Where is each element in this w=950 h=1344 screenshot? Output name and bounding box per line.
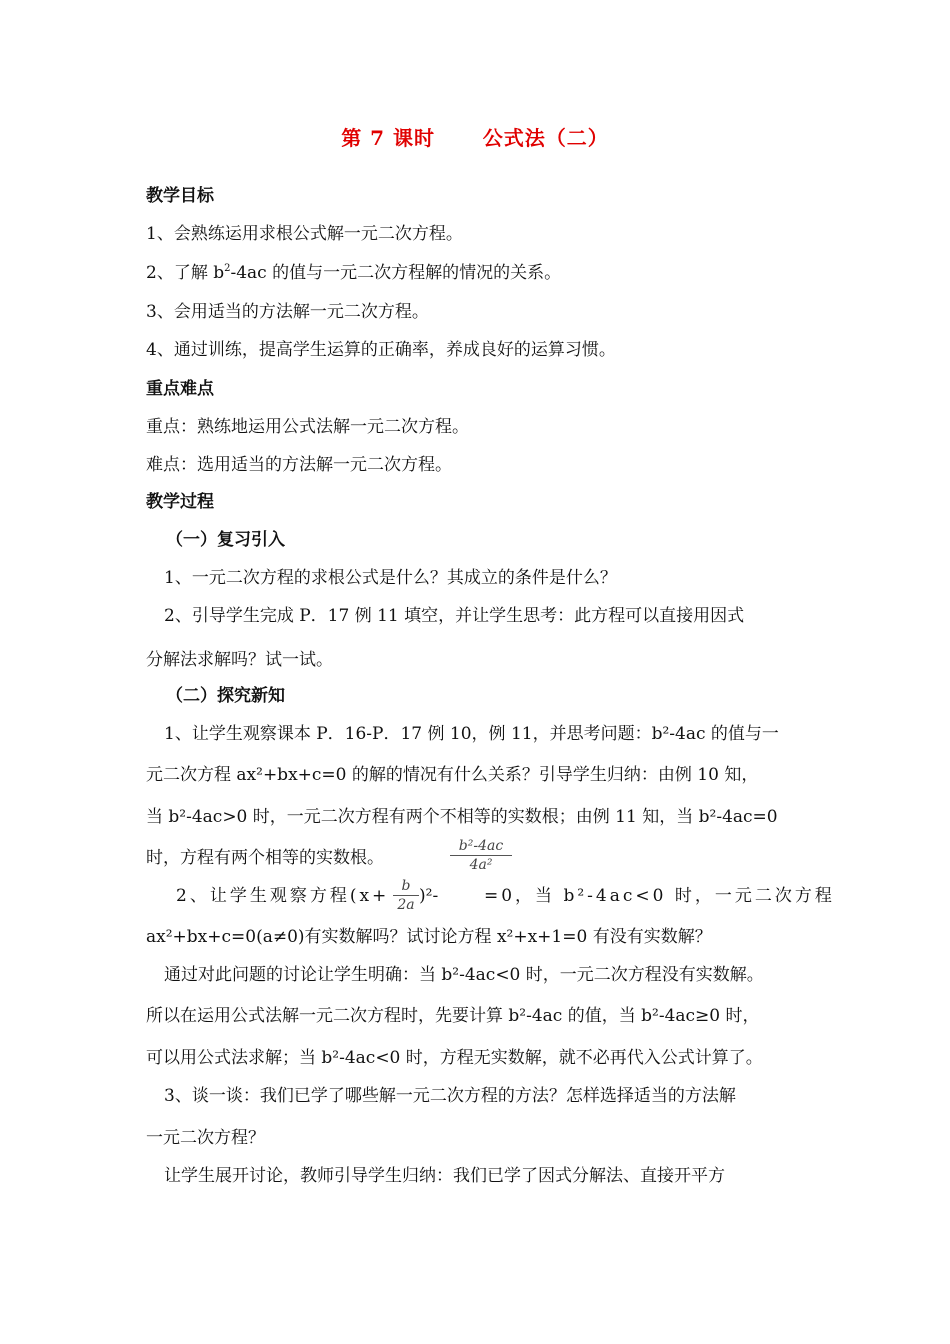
fraction-image-b2-4ac-over-4a2 <box>450 838 512 873</box>
key-point: 重点：熟练地运用公式法解一元二次方程。 <box>146 417 469 437</box>
part2-item-4a: 3、谈一谈：我们已学了哪些解一元二次方程的方法？怎样选择适当的方法解 <box>164 1086 736 1106</box>
goal-3: 3、会用适当的方法解一元二次方程。 <box>146 302 429 322</box>
goal-2-part-b: -4ac 的值与一元二次方程解的情况的关系。 <box>230 263 562 283</box>
fraction-image-b-over-2a <box>393 878 419 913</box>
part1-item-2b: 分解法求解吗？试一试。 <box>146 650 333 670</box>
part2-item-4b: 一元二次方程？ <box>146 1128 265 1148</box>
fraction-b-denominator: 2a <box>393 895 419 913</box>
goal-4: 4、通过训练，提高学生运算的正确率，养成良好的运算习惯。 <box>146 340 616 360</box>
part2-item-3b: 所以在运用公式法解一元二次方程时，先要计算 b²-4ac 的值，当 b²-4ac≥0 时， <box>146 1006 760 1026</box>
part1-item-1: 1、一元二次方程的求根公式是什么？其成立的条件是什么？ <box>164 568 617 588</box>
page-title: 第 7 课时 公式法（二） <box>341 126 609 150</box>
part2-heading: （二）探究新知 <box>166 686 285 706</box>
goal-1: 1、会熟练运用求根公式解一元二次方程。 <box>146 224 463 244</box>
part2-item-2a-prefix: 2、让学生观察方程(x+ <box>176 886 390 906</box>
part2-item-2b: ax²+bx+c=0(a≠0)有实数解吗？试讨论方程 x²+x+1=0 有没有实数解？ <box>146 927 712 947</box>
part2-item-1d: 时，方程有两个相等的实数根。 <box>146 848 384 868</box>
part2-item-1b: 元二次方程 ax²+bx+c=0 的解的情况有什么关系？引导学生归纳：由例 10 知， <box>146 765 759 785</box>
process-heading: 教学过程 <box>146 492 214 512</box>
fraction-denominator: 4a² <box>450 855 512 873</box>
part2-item-5a: 让学生展开讨论，教师引导学生归纳：我们已学了因式分解法、直接开平方 <box>164 1166 725 1186</box>
part2-item-2a-mid: )²- <box>419 886 439 906</box>
key-heading: 重点难点 <box>146 379 214 399</box>
goal-2-sup: 2 <box>224 263 231 274</box>
part1-item-2a: 2、引导学生完成 P．17 例 11 填空，并让学生思考：此方程可以直接用因式 <box>164 606 745 626</box>
part2-item-1a: 1、让学生观察课本 P．16-P．17 例 10，例 11，并思考问题：b²-4ac 的值与一 <box>164 724 779 744</box>
part2-item-3a: 通过对此问题的讨论让学生明确：当 b²-4ac<0 时，一元二次方程没有实数解。 <box>164 965 764 985</box>
part2-item-2a-post: =0，当 b²-4ac<0 时，一元二次方程 <box>484 886 835 906</box>
fraction-numerator: b²-4ac <box>458 838 504 854</box>
goal-2-part-a: 2、了解 b <box>146 263 225 283</box>
fraction-b-numerator: b <box>401 878 411 894</box>
part1-heading: （一）复习引入 <box>166 530 285 550</box>
goal-2 <box>146 261 561 285</box>
difficult-point: 难点：选用适当的方法解一元二次方程。 <box>146 455 452 475</box>
part2-item-3c: 可以用公式法求解；当 b²-4ac<0 时，方程无实数解，就不必再代入公式计算了。 <box>146 1048 763 1068</box>
part2-item-1c: 当 b²-4ac>0 时，一元二次方程有两个不相等的实数根；由例 11 知，当 b²-4ac=0 <box>146 807 778 827</box>
goals-heading: 教学目标 <box>146 186 214 206</box>
